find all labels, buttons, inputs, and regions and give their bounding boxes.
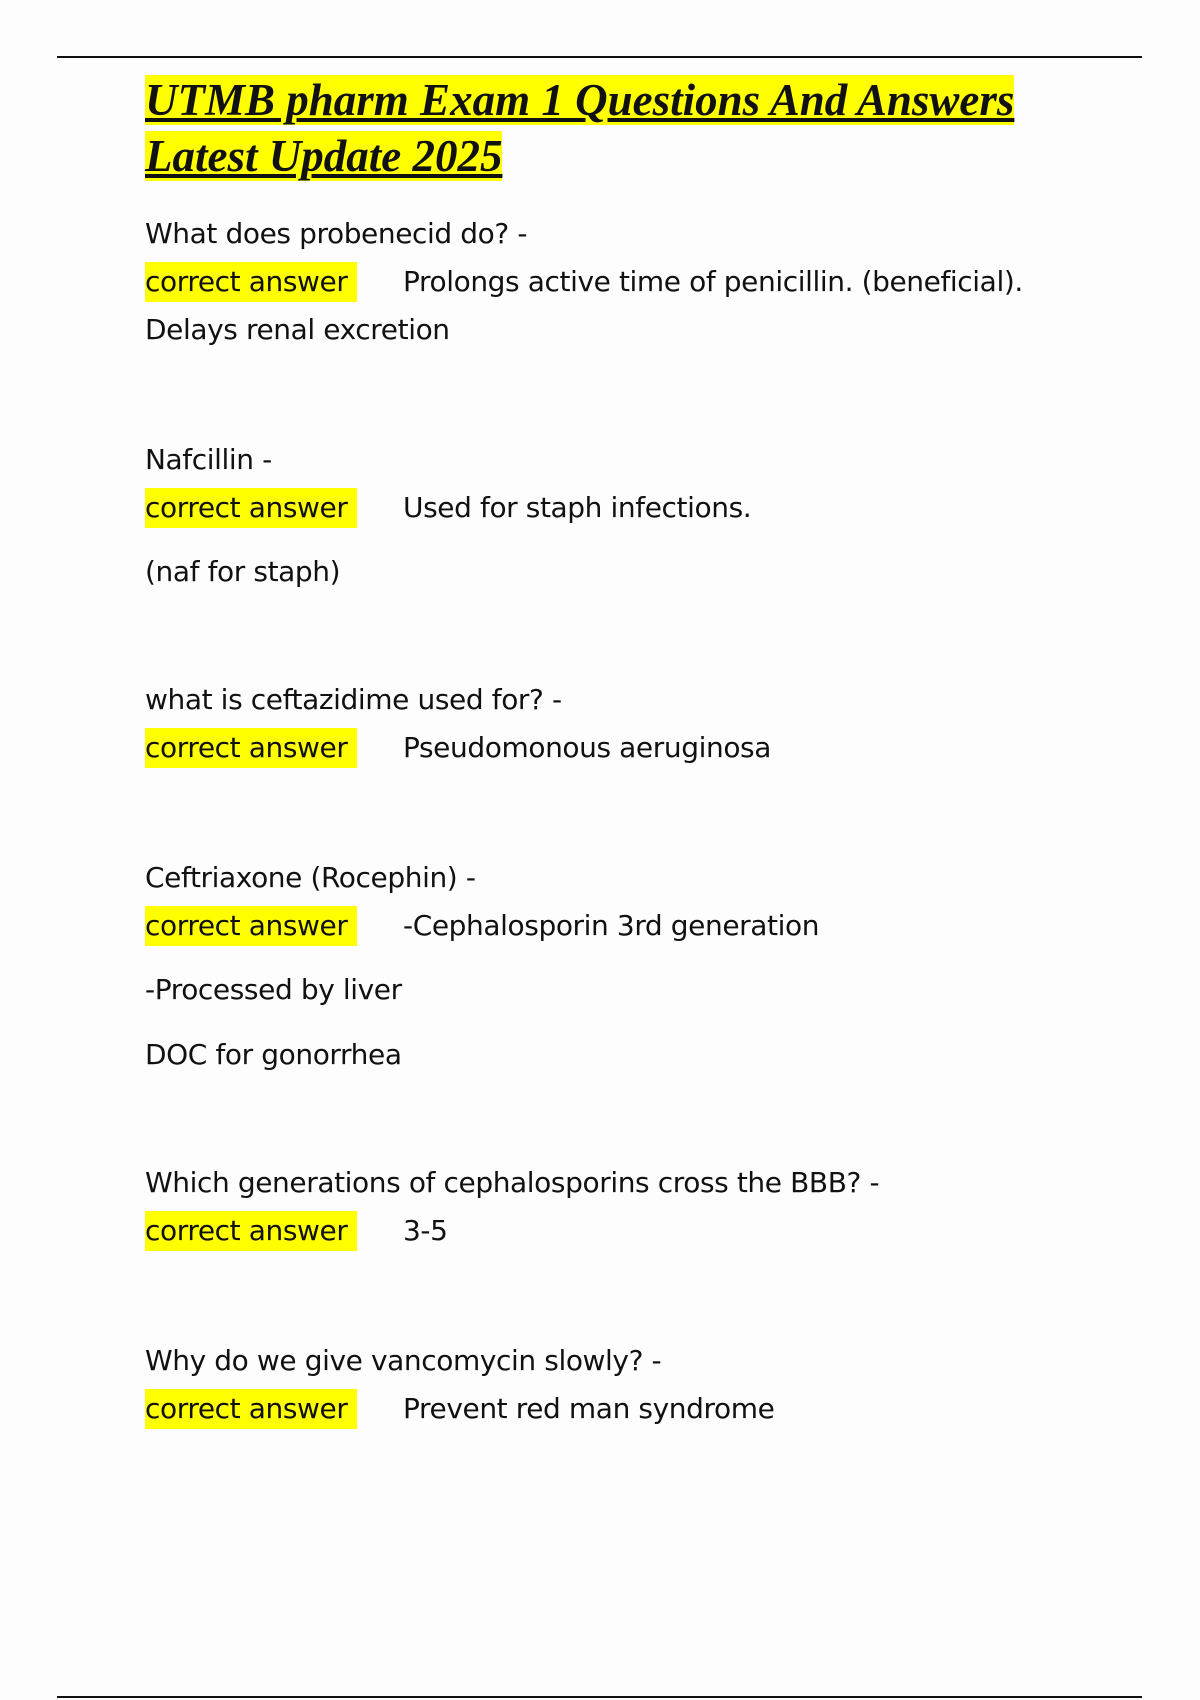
- note-2-1: (naf for staph): [145, 555, 341, 588]
- answer-1: Prolongs active time of penicillin. (beneficial).: [403, 265, 1023, 298]
- answer-row-3: [145, 728, 1145, 768]
- question-1: What does probenecid do? -: [145, 217, 528, 250]
- question-2: Nafcillin -: [145, 443, 272, 476]
- page-title: [145, 72, 1085, 184]
- answer-row-4: [145, 906, 1145, 946]
- answer-label: correct answer: [145, 262, 357, 302]
- answer-3: Pseudomonous aeruginosa: [403, 731, 771, 764]
- answer-row-1: [145, 262, 1145, 302]
- answer-label: correct answer: [145, 488, 357, 528]
- answer-row-5: [145, 1211, 1145, 1251]
- answer-row-6: [145, 1389, 1145, 1429]
- note-4-1: -Processed by liver: [145, 973, 402, 1006]
- bottom-rule: [57, 1696, 1142, 1698]
- answer-label: correct answer: [145, 1211, 357, 1251]
- question-6: Why do we give vancomycin slowly? -: [145, 1344, 662, 1377]
- question-5: Which generations of cephalosporins cross the BBB? -: [145, 1166, 880, 1199]
- note-1-1: Delays renal excretion: [145, 313, 450, 346]
- top-rule: [57, 56, 1142, 58]
- title-text: UTMB pharm Exam 1 Questions And Answers Latest Update 2025: [145, 75, 1015, 181]
- answer-label: correct answer: [145, 1389, 357, 1429]
- note-4-2: DOC for gonorrhea: [145, 1038, 402, 1071]
- question-4: Ceftriaxone (Rocephin) -: [145, 861, 476, 894]
- answer-label: correct answer: [145, 906, 357, 946]
- answer-label: correct answer: [145, 728, 357, 768]
- answer-5: 3-5: [403, 1214, 448, 1247]
- answer-4: -Cephalosporin 3rd generation: [403, 909, 820, 942]
- answer-6: Prevent red man syndrome: [403, 1392, 775, 1425]
- answer-row-2: [145, 488, 1145, 528]
- answer-2: Used for staph infections.: [403, 491, 752, 524]
- question-3: what is ceftazidime used for? -: [145, 683, 562, 716]
